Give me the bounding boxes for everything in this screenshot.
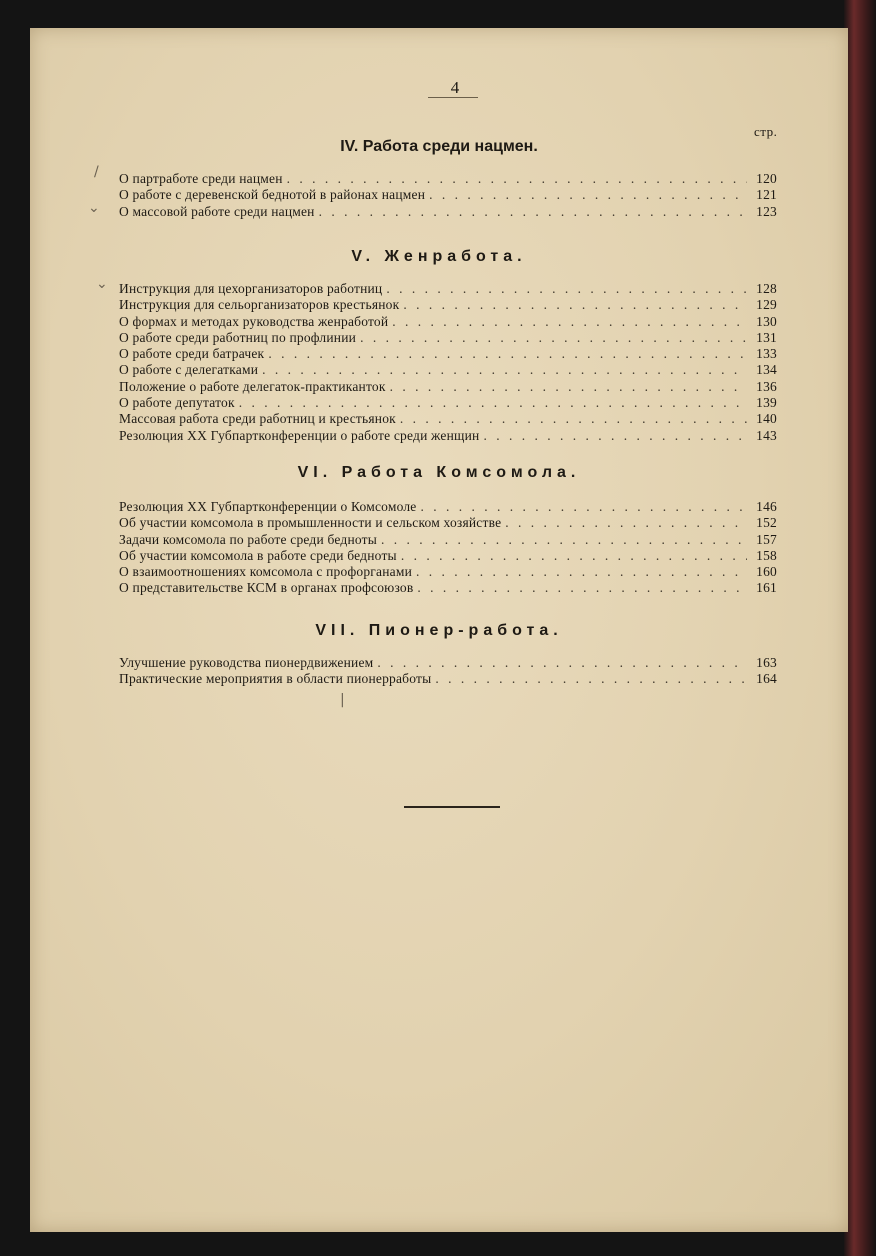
toc-entry[interactable] [119,379,777,395]
dot-leader [390,379,747,395]
dot-leader [421,499,748,515]
toc-entry-page: 120 [756,171,777,186]
toc-entry-page: 158 [756,547,777,563]
dot-leader [417,580,747,596]
toc-entry[interactable] [119,428,777,444]
dot-leader [287,171,747,187]
closing-rule [404,806,500,808]
toc-entry-page: 163 [756,655,777,670]
section-title-vi: VI. Работа Комсомола. [297,464,581,481]
toc-entry-label: О работе среди батрачек [119,346,265,362]
toc-entry-page: 131 [756,329,777,345]
toc-entry-page: 161 [756,580,777,596]
page-number: 4 [450,78,460,97]
toc-entry[interactable] [119,346,777,362]
page-number-rule [428,97,478,98]
toc-entry[interactable] [119,187,777,203]
toc-entry-label: Резолюция XX Губпартконференции о работе среди женщин [119,427,480,443]
toc-entry[interactable] [119,411,777,427]
toc-entry-page: 164 [756,671,777,687]
toc-entry-label: Об участии комсомола в промышленности и сельском хозяйстве [119,515,502,531]
toc-entry-label: Массовая работа среди работниц и крестьянок [119,411,396,427]
toc-entry-page: 130 [756,313,777,329]
toc-entry-page: 134 [756,362,777,378]
toc-entry-label: Практические мероприятия в области пионерработы [119,671,432,687]
dot-leader [386,281,747,297]
toc-entry-page: 136 [756,378,777,394]
toc-entry-label: Инструкция для цехорганизаторов работниц [119,281,383,296]
dot-leader [400,411,747,427]
toc-entry[interactable] [119,171,777,187]
toc-entry-page: 123 [756,203,777,219]
pencil-mark-icon: ⌄ [96,276,108,292]
toc-entry[interactable] [119,532,777,548]
toc-entry[interactable] [119,330,777,346]
toc-entry-page: 128 [756,281,777,296]
toc-entry-page: 160 [756,564,777,580]
toc-entry[interactable] [119,395,777,411]
pencil-mark-icon: ⌄ [88,200,100,216]
toc-entry-label: О работе с делегатками [119,362,259,378]
toc-entry-page: 152 [756,515,777,531]
dot-leader [483,428,747,444]
toc-entry-page: 143 [756,427,777,443]
dot-leader [239,395,747,411]
dot-leader [377,655,747,671]
toc-entry[interactable] [119,548,777,564]
toc-entry[interactable] [119,671,777,687]
dot-leader [403,297,747,313]
dot-leader [505,515,747,531]
book-spine [844,0,876,1256]
section-v-entries [119,281,777,444]
section-title-iv: IV. Работа среди нацмен. [340,138,538,155]
toc-entry-page: 121 [756,187,777,203]
toc-entry[interactable] [119,580,777,596]
toc-entry-label: Улучшение руководства пионердвижением [119,655,374,670]
dot-leader [416,564,747,580]
pencil-mark-icon: / [94,164,99,180]
toc-entry[interactable] [119,564,777,580]
section-iv-entries [119,171,777,220]
dot-leader [429,187,747,203]
dot-leader [319,204,747,220]
toc-entry[interactable] [119,281,777,297]
toc-entry-label: О представительстве КСМ в органах профсоюзов [119,580,414,596]
toc-entry-label: Об участии комсомола в работе среди бедноты [119,547,397,563]
dot-leader [401,548,747,564]
toc-entry[interactable] [119,362,777,378]
pencil-mark-icon: | [340,692,345,708]
toc-entry[interactable] [119,655,777,671]
toc-entry-label: Резолюция XX Губпартконференции о Комсомоле [119,499,417,514]
toc-entry-page: 139 [756,395,777,411]
dot-leader [435,671,747,687]
dot-leader [381,532,747,548]
toc-entry-label: Инструкция для сельорганизаторов крестьянок [119,297,400,313]
toc-entry-label: О работе с деревенской беднотой в районах нацмен [119,187,426,203]
toc-entry-page: 146 [756,499,777,514]
toc-entry-page: 140 [756,411,777,427]
toc-entry[interactable] [119,297,777,313]
section-title-vii: VII. Пионер-работа. [315,622,563,639]
toc-entry-label: Положение о работе делегаток-практиканток [119,378,386,394]
toc-entry-page: 133 [756,346,777,362]
toc-entry[interactable] [119,515,777,531]
toc-entry[interactable] [119,204,777,220]
dot-leader [262,362,747,378]
toc-entry-label: Задачи комсомола по работе среди бедноты [119,531,378,547]
toc-entry-label: О формах и методах руководства женработой [119,313,389,329]
toc-entry-label: О работе депутаток [119,395,235,411]
dot-leader [360,330,747,346]
document-page [30,28,848,1232]
toc-entry-label: О взаимоотношениях комсомола с профорганами [119,564,413,580]
dot-leader [392,314,747,330]
section-vii-entries [119,655,777,688]
toc-entry-label: О работе среди работниц по профлинии [119,329,357,345]
toc-entry-page: 129 [756,297,777,313]
page-column-label: стр. [754,124,778,139]
toc-entry-label: О массовой работе среди нацмен [119,203,315,219]
toc-entry-page: 157 [756,531,777,547]
section-title-v: V. Женработа. [351,248,527,265]
dot-leader [268,346,747,362]
toc-entry-label: О партработе среди нацмен [119,171,283,186]
toc-entry[interactable] [119,499,777,515]
toc-entry[interactable] [119,314,777,330]
section-vi-entries [119,499,777,597]
